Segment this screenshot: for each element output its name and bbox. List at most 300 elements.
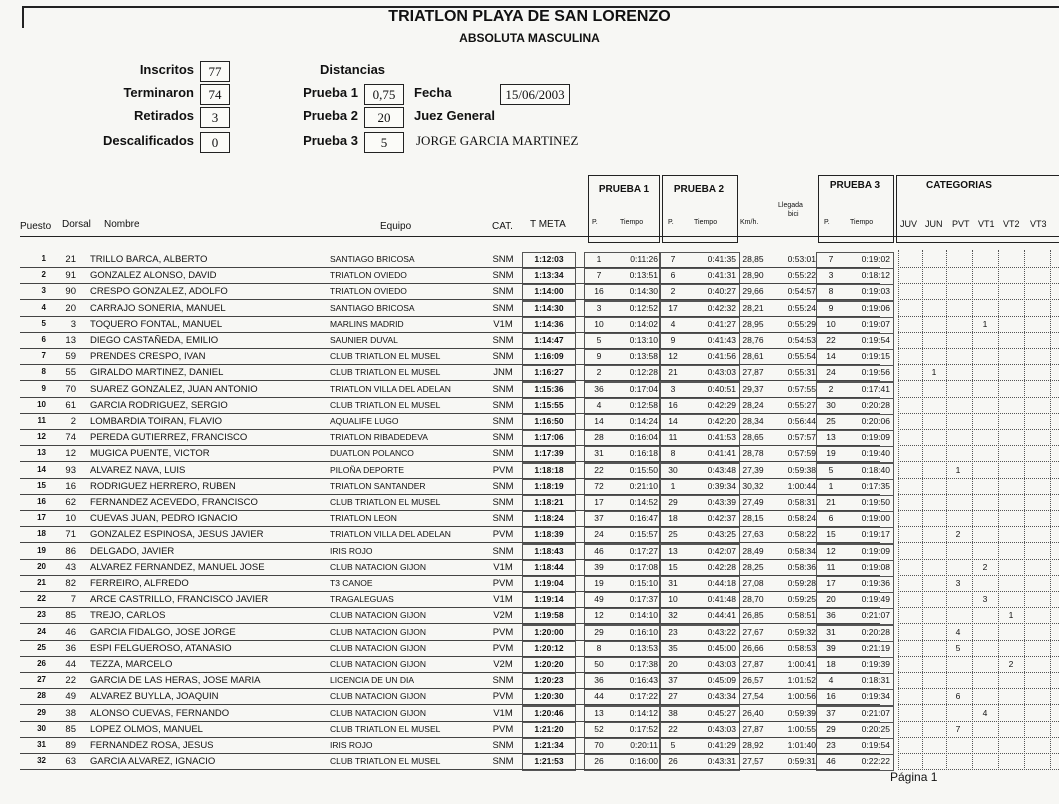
prueba2-pos: 8 xyxy=(670,448,676,459)
equipo: CLUB NATACION GIJON xyxy=(330,659,427,669)
prueba3-tiempo: 0:17:41 xyxy=(861,383,890,394)
tiempo-meta: 1:20:20 xyxy=(534,659,564,669)
prueba3-pos: 21 xyxy=(826,497,836,507)
table-row xyxy=(0,333,1059,349)
kmh: 28,92 xyxy=(742,740,764,750)
col-vt2: VT2 xyxy=(1003,219,1020,229)
categoria: SNM xyxy=(492,545,514,557)
kmh: 27,87 xyxy=(742,723,764,734)
prueba2-tiempo: 0:43:25 xyxy=(707,529,736,540)
table-row xyxy=(0,527,1059,543)
col-cat: CAT. xyxy=(492,221,513,232)
prueba3-pos: 25 xyxy=(826,416,836,426)
categoria: SNM xyxy=(492,416,514,427)
tiempo-meta: 1:18:21 xyxy=(534,497,564,507)
categoria: PVM xyxy=(492,578,514,589)
prueba3-pos: 12 xyxy=(826,545,836,556)
equipo: TRIATLON OVIEDO xyxy=(330,286,407,297)
equipo: SANTIAGO BRICOSA xyxy=(330,302,415,313)
nombre: GARCIA FIDALGO, JOSE JORGE xyxy=(90,626,236,638)
inscritos-value: 77 xyxy=(200,61,230,82)
prueba1-tiempo: 0:12:58 xyxy=(629,399,658,410)
tiempo-meta: 1:18:18 xyxy=(534,464,564,475)
llegada-bici: 0:59:28 xyxy=(787,578,816,588)
prueba1-tiempo: 0:16:00 xyxy=(629,756,658,767)
llegada-bici: 0:58:24 xyxy=(787,513,816,524)
prueba3-pos: 3 xyxy=(828,270,834,281)
kmh: 27,87 xyxy=(742,659,764,669)
prueba3-pos: 1 xyxy=(828,480,834,491)
prueba3-tiempo: 0:19:07 xyxy=(861,318,890,329)
nombre: DELGADO, JAVIER xyxy=(90,545,175,557)
prueba1-tiempo: 0:12:28 xyxy=(629,367,658,378)
llegada-bici: 0:58:51 xyxy=(787,610,816,621)
tiempo-meta: 1:18:44 xyxy=(534,561,564,572)
prueba1-tiempo: 0:15:50 xyxy=(629,464,658,475)
descalificados-value: 0 xyxy=(200,132,230,153)
puesto: 19 xyxy=(37,545,46,555)
col-dorsal: Dorsal xyxy=(62,219,91,230)
categoria: SNM xyxy=(492,351,514,363)
prueba2-pos: 2 xyxy=(670,286,676,297)
prueba1-tiempo: 0:16:04 xyxy=(629,432,658,443)
categoria: SNM xyxy=(492,302,514,314)
equipo: CLUB TRIATLON EL MUSEL xyxy=(330,756,441,767)
equipo: TRIATLON LEON xyxy=(330,513,397,524)
prueba3-tiempo: 0:17:35 xyxy=(861,480,890,491)
prueba3-tiempo: 0:19:36 xyxy=(861,578,890,588)
tiempo-meta: 1:16:27 xyxy=(534,367,564,378)
header-rule xyxy=(20,236,1059,237)
col-nombre: Nombre xyxy=(104,219,140,230)
llegada-bici: 0:58:31 xyxy=(787,497,816,507)
prueba1-pos: 70 xyxy=(594,740,604,750)
puesto: 2 xyxy=(41,270,46,280)
prueba2-pos: 17 xyxy=(668,302,678,313)
page-title: TRIATLON PLAYA DE SAN LORENZO xyxy=(388,8,671,25)
equipo: IRIS ROJO xyxy=(330,545,373,556)
prueba1-tiempo: 0:16:43 xyxy=(629,675,658,686)
puesto: 9 xyxy=(41,383,46,393)
llegada-bici: 0:55:29 xyxy=(787,318,816,329)
categoria: V1M xyxy=(493,318,513,330)
prueba2-pos: 32 xyxy=(668,610,678,621)
tiempo-meta: 1:20:12 xyxy=(534,642,564,653)
dorsal: 86 xyxy=(65,545,76,557)
llegada-bici: 0:55:31 xyxy=(787,367,816,378)
kmh: 26,40 xyxy=(742,707,764,718)
prueba1-pos: 26 xyxy=(594,756,604,767)
prueba1-pos: 19 xyxy=(594,578,604,588)
puesto: 5 xyxy=(41,318,46,328)
prueba3-pos: 4 xyxy=(828,675,834,686)
puesto: 25 xyxy=(37,642,46,652)
prueba2-pos: 31 xyxy=(668,578,678,588)
prueba1-tiempo: 0:14:02 xyxy=(629,318,658,329)
prueba2-tiempo: 0:41:35 xyxy=(707,254,736,264)
table-row xyxy=(0,382,1059,398)
llegada-bici: 0:58:34 xyxy=(787,545,816,556)
table-row xyxy=(0,673,1059,689)
prueba3-tiempo: 0:18:12 xyxy=(861,270,890,281)
prueba2-tiempo: 0:42:07 xyxy=(707,545,736,556)
prueba2-pos: 20 xyxy=(668,659,678,669)
prueba2-tiempo: 0:45:27 xyxy=(707,707,736,718)
llegada-bici: 1:00:56 xyxy=(787,691,816,702)
dorsal: 12 xyxy=(65,448,76,460)
kmh: 28,70 xyxy=(742,594,764,605)
llegada-bici: 0:55:24 xyxy=(787,302,816,313)
tiempo-meta: 1:21:34 xyxy=(534,740,564,750)
prueba3-tiempo: 0:19:34 xyxy=(861,691,890,702)
prueba2-tiempo: 0:43:03 xyxy=(707,659,736,669)
table-row xyxy=(0,592,1059,608)
dorsal: 13 xyxy=(65,335,76,346)
table-row xyxy=(0,365,1059,381)
categoria: SNM xyxy=(492,513,514,525)
equipo: CLUB NATACION GIJON xyxy=(330,561,427,572)
categoria: SNM xyxy=(492,675,514,687)
prueba3-pos: 20 xyxy=(826,594,836,605)
puesto: 20 xyxy=(37,561,46,571)
prueba3-pos: 7 xyxy=(828,254,834,264)
prueba1-header: PRUEBA 1 xyxy=(598,184,650,195)
equipo: CLUB TRIATLON EL MUSEL xyxy=(330,723,441,734)
prueba1-pos: 49 xyxy=(594,594,604,605)
category-position: 4 xyxy=(955,626,961,637)
prueba3-pos: 36 xyxy=(826,610,836,621)
equipo: PILOÑA DEPORTE xyxy=(330,464,405,475)
kmh: 28,61 xyxy=(742,351,764,362)
category-position: 2 xyxy=(955,529,961,540)
kmh: 27,08 xyxy=(742,578,764,588)
nombre: TEZZA, MARCELO xyxy=(90,659,173,670)
puesto: 13 xyxy=(37,448,46,458)
col-tmeta: T META xyxy=(530,219,566,230)
prueba1-tiempo: 0:17:52 xyxy=(629,723,658,734)
categoria: SNM xyxy=(492,270,514,282)
prueba3-tiempo: 0:19:40 xyxy=(861,448,890,459)
kmh: 27,49 xyxy=(742,497,764,507)
prueba1-tiempo: 0:13:51 xyxy=(629,270,658,281)
table-row xyxy=(0,738,1059,754)
dorsal: 21 xyxy=(65,254,76,265)
prueba1-tiempo: 0:14:24 xyxy=(629,416,658,426)
col-kmh: Km/h. xyxy=(740,219,759,226)
prueba3-tiempo: 0:20:28 xyxy=(861,399,890,410)
prueba2-pos: 11 xyxy=(668,432,678,443)
prueba2-pos: 22 xyxy=(668,723,678,734)
prueba3-tiempo: 0:19:50 xyxy=(861,497,890,507)
prueba3-pos: 17 xyxy=(826,578,836,588)
prueba2-pos: 30 xyxy=(668,464,678,475)
kmh: 27,54 xyxy=(742,691,764,702)
table-row xyxy=(0,706,1059,722)
tiempo-meta: 1:13:34 xyxy=(534,270,564,281)
table-row xyxy=(0,268,1059,284)
prueba1-tiempo: 0:16:10 xyxy=(629,626,658,637)
puesto: 17 xyxy=(37,513,46,523)
categoria: V1M xyxy=(493,707,513,719)
prueba2-pos: 27 xyxy=(668,691,678,702)
llegada-bici: 0:54:53 xyxy=(787,335,816,345)
prueba2-pos: 16 xyxy=(668,399,678,410)
prueba1-tiempo: 0:15:10 xyxy=(629,578,658,588)
prueba3-tiempo: 0:19:00 xyxy=(861,513,890,524)
categoria: V2M xyxy=(493,610,513,622)
kmh: 26,57 xyxy=(742,675,764,686)
puesto: 26 xyxy=(37,659,46,668)
puesto: 30 xyxy=(37,723,46,733)
nombre: TREJO, CARLOS xyxy=(90,610,166,622)
kmh: 27,57 xyxy=(742,756,764,767)
categoria: SNM xyxy=(492,480,514,492)
equipo: IRIS ROJO xyxy=(330,740,373,750)
prueba3-pos: 31 xyxy=(826,626,836,637)
table-row xyxy=(0,641,1059,657)
prueba2-pos: 14 xyxy=(668,416,678,426)
table-row xyxy=(0,495,1059,511)
equipo: CLUB NATACION GIJON xyxy=(330,642,427,653)
categoria: SNM xyxy=(492,383,514,395)
kmh: 28,25 xyxy=(742,561,764,572)
prueba2-tiempo: 0:41:53 xyxy=(707,432,736,443)
kmh: 28,15 xyxy=(742,513,764,524)
prueba3-tiempo: 0:19:54 xyxy=(861,740,890,750)
category-position: 5 xyxy=(955,642,961,653)
prueba1-pos: 7 xyxy=(596,270,602,281)
equipo: TRIATLON OVIEDO xyxy=(330,270,407,281)
prueba1-tiempo: 0:20:11 xyxy=(630,740,658,750)
categoria: PVM xyxy=(492,529,514,541)
prueba1-pos: 4 xyxy=(596,399,602,410)
table-row xyxy=(0,446,1059,462)
categoria: SNM xyxy=(492,740,514,751)
kmh: 28,65 xyxy=(742,432,764,443)
equipo: TRIATLON VILLA DEL ADELAN xyxy=(330,529,451,540)
prueba1-pos: 31 xyxy=(594,448,604,459)
tiempo-meta: 1:18:19 xyxy=(534,480,564,491)
col-jun: JUN xyxy=(925,219,943,229)
nombre: ALVAREZ BUYLLA, JOAQUIN xyxy=(90,691,219,703)
categoria: SNM xyxy=(492,448,514,460)
prueba1-tiempo: 0:14:10 xyxy=(629,610,658,621)
prueba1-tiempo: 0:17:38 xyxy=(629,659,658,669)
prueba3-distance: 5 xyxy=(364,132,404,153)
prueba2-pos: 10 xyxy=(668,594,678,605)
prueba3-pos: 9 xyxy=(828,302,834,313)
prueba3-pos: 6 xyxy=(828,513,834,524)
tiempo-meta: 1:19:14 xyxy=(534,594,564,605)
tiempo-meta: 1:16:50 xyxy=(534,416,564,426)
categoria: PVM xyxy=(492,691,514,703)
dorsal: 61 xyxy=(65,399,76,411)
equipo: MARLINS MADRID xyxy=(330,318,404,329)
col-p1: P. xyxy=(592,219,598,226)
prueba1-pos: 9 xyxy=(596,351,602,362)
prueba1-pos: 5 xyxy=(596,335,602,345)
prueba2-tiempo: 0:43:03 xyxy=(707,367,736,378)
equipo: CLUB TRIATLON EL MUSEL xyxy=(330,367,441,378)
prueba3-pos: 18 xyxy=(826,659,836,669)
retirados-value: 3 xyxy=(200,107,230,128)
kmh: 28,90 xyxy=(742,270,764,281)
equipo: CLUB NATACION GIJON xyxy=(330,691,427,702)
prueba1-tiempo: 0:11:26 xyxy=(630,254,658,264)
dorsal: 38 xyxy=(65,707,76,719)
prueba2-tiempo: 0:43:39 xyxy=(707,497,736,507)
nombre: GONZALEZ ALONSO, DAVID xyxy=(90,270,217,282)
prueba3-tiempo: 0:19:06 xyxy=(861,302,890,313)
puesto: 24 xyxy=(37,626,46,636)
prueba1-tiempo: 0:13:53 xyxy=(629,642,658,653)
col-vt1: VT1 xyxy=(978,219,995,229)
prueba3-pos: 19 xyxy=(826,448,836,459)
kmh: 28,49 xyxy=(742,545,764,556)
prueba1-tiempo: 0:14:12 xyxy=(629,707,658,718)
nombre: PRENDES CRESPO, IVAN xyxy=(90,351,206,363)
prueba2-tiempo: 0:43:31 xyxy=(707,756,736,767)
puesto: 29 xyxy=(37,707,46,717)
nombre: CARRAJO SONERIA, MANUEL xyxy=(90,302,226,314)
equipo: CLUB TRIATLON EL MUSEL xyxy=(330,497,441,507)
kmh: 29,37 xyxy=(742,383,764,394)
col-llegada: Llegada xyxy=(778,202,803,209)
prueba1-tiempo: 0:17:27 xyxy=(629,545,658,556)
prueba2-pos: 29 xyxy=(668,497,678,507)
puesto: 18 xyxy=(37,529,46,539)
nombre: FERNANDEZ ACEVEDO, FRANCISCO xyxy=(90,497,258,508)
dorsal: 89 xyxy=(65,740,76,751)
categoria: SNM xyxy=(492,286,514,298)
prueba3-pos: 5 xyxy=(828,464,834,475)
prueba2-tiempo: 0:45:00 xyxy=(707,642,736,653)
prueba3-header: PRUEBA 3 xyxy=(829,180,881,191)
puesto: 15 xyxy=(37,480,46,490)
col-p3: P. xyxy=(824,219,830,226)
nombre: GIRALDO MARTINEZ, DANIEL xyxy=(90,367,224,379)
tiempo-meta: 1:17:06 xyxy=(534,432,564,443)
prueba1-tiempo: 0:12:52 xyxy=(629,302,658,313)
nombre: TOQUERO FONTAL, MANUEL xyxy=(90,318,223,330)
dorsal: 85 xyxy=(65,610,76,622)
nombre: ESPI FELGUEROSO, ATANASIO xyxy=(90,642,232,654)
tiempo-meta: 1:18:24 xyxy=(534,513,564,524)
prueba1-distance: 0,75 xyxy=(364,84,404,105)
fecha-value: 15/06/2003 xyxy=(500,84,570,105)
nombre: MUGICA PUENTE, VICTOR xyxy=(90,448,210,460)
kmh: 28,76 xyxy=(742,335,764,345)
llegada-bici: 1:00:41 xyxy=(787,659,816,669)
retirados-label: Retirados xyxy=(134,108,194,123)
categoria: V1M xyxy=(493,561,513,573)
prueba2-tiempo: 0:42:37 xyxy=(707,513,736,524)
puesto: 11 xyxy=(37,416,46,425)
prueba2-tiempo: 0:45:09 xyxy=(707,675,736,686)
puesto: 12 xyxy=(37,432,46,442)
prueba2-pos: 15 xyxy=(668,561,678,572)
page-number: Página 1 xyxy=(890,770,938,784)
equipo: T3 CANOE xyxy=(330,578,373,588)
tiempo-meta: 1:17:39 xyxy=(534,448,564,459)
col-juv: JUV xyxy=(900,219,918,229)
dorsal: 22 xyxy=(65,675,76,687)
categoria: SNM xyxy=(492,335,514,346)
prueba1-tiempo: 0:17:04 xyxy=(629,383,658,394)
prueba1-pos: 2 xyxy=(596,367,602,378)
llegada-bici: 0:55:54 xyxy=(787,351,816,362)
table-row xyxy=(0,301,1059,317)
prueba3-tiempo: 0:20:06 xyxy=(861,416,890,426)
prueba1-tiempo: 0:13:58 xyxy=(629,351,658,362)
table-row xyxy=(0,544,1059,560)
prueba2-pos: 23 xyxy=(668,626,678,637)
category-position: 1 xyxy=(931,367,937,378)
categoria: PVM xyxy=(492,464,514,476)
prueba1-pos: 36 xyxy=(594,383,604,394)
tiempo-meta: 1:14:30 xyxy=(534,302,564,313)
table-row xyxy=(0,722,1059,738)
prueba3-tiempo: 0:19:08 xyxy=(861,561,890,572)
prueba2-pos: 13 xyxy=(668,545,678,556)
prueba2-tiempo: 0:43:34 xyxy=(707,691,736,702)
prueba1-label: Prueba 1 xyxy=(303,85,358,100)
prueba1-tiempo: 0:14:52 xyxy=(629,497,658,507)
nombre: CUEVAS JUAN, PEDRO IGNACIO xyxy=(90,513,238,525)
col-tiempo3: Tiempo xyxy=(850,219,874,226)
table-row xyxy=(0,657,1059,673)
prueba3-label: Prueba 3 xyxy=(303,133,358,148)
dorsal: 10 xyxy=(65,513,76,525)
prueba1-tiempo: 0:16:18 xyxy=(629,448,658,459)
prueba2-pos: 7 xyxy=(670,254,676,264)
categoria: SNM xyxy=(492,756,514,768)
puesto: 6 xyxy=(41,335,46,344)
kmh: 28,34 xyxy=(742,416,764,426)
puesto: 31 xyxy=(37,740,46,749)
categoria: SNM xyxy=(492,497,514,508)
prueba3-pos: 2 xyxy=(828,383,834,394)
prueba2-pos: 26 xyxy=(668,756,678,767)
equipo: DUATLON POLANCO xyxy=(330,448,414,459)
table-row xyxy=(0,349,1059,365)
llegada-bici: 0:58:53 xyxy=(787,642,816,653)
nombre: RODRIGUEZ HERRERO, RUBEN xyxy=(90,480,236,492)
prueba1-pos: 13 xyxy=(594,707,604,718)
prueba1-pos: 29 xyxy=(594,626,604,637)
prueba3-pos: 24 xyxy=(826,367,836,378)
prueba2-tiempo: 0:44:41 xyxy=(707,610,736,621)
table-row xyxy=(0,414,1059,430)
prueba1-tiempo: 0:16:47 xyxy=(629,513,658,524)
llegada-bici: 0:59:31 xyxy=(787,756,816,767)
prueba3-pos: 30 xyxy=(826,399,836,410)
kmh: 30,32 xyxy=(742,480,764,491)
llegada-bici: 0:53:01 xyxy=(787,254,816,264)
dorsal: 44 xyxy=(65,659,76,670)
dorsal: 59 xyxy=(65,351,76,363)
equipo: TRAGALEGUAS xyxy=(330,594,394,605)
terminaron-label: Terminaron xyxy=(123,85,194,100)
prueba3-pos: 15 xyxy=(826,529,836,540)
table-row xyxy=(0,430,1059,446)
tiempo-meta: 1:15:55 xyxy=(534,399,564,410)
col-bici: bici xyxy=(788,211,799,218)
categoria: SNM xyxy=(492,254,514,265)
nombre: LOPEZ OLMOS, MANUEL xyxy=(90,723,203,735)
prueba1-pos: 46 xyxy=(594,545,604,556)
equipo: CLUB NATACION GIJON xyxy=(330,707,427,718)
